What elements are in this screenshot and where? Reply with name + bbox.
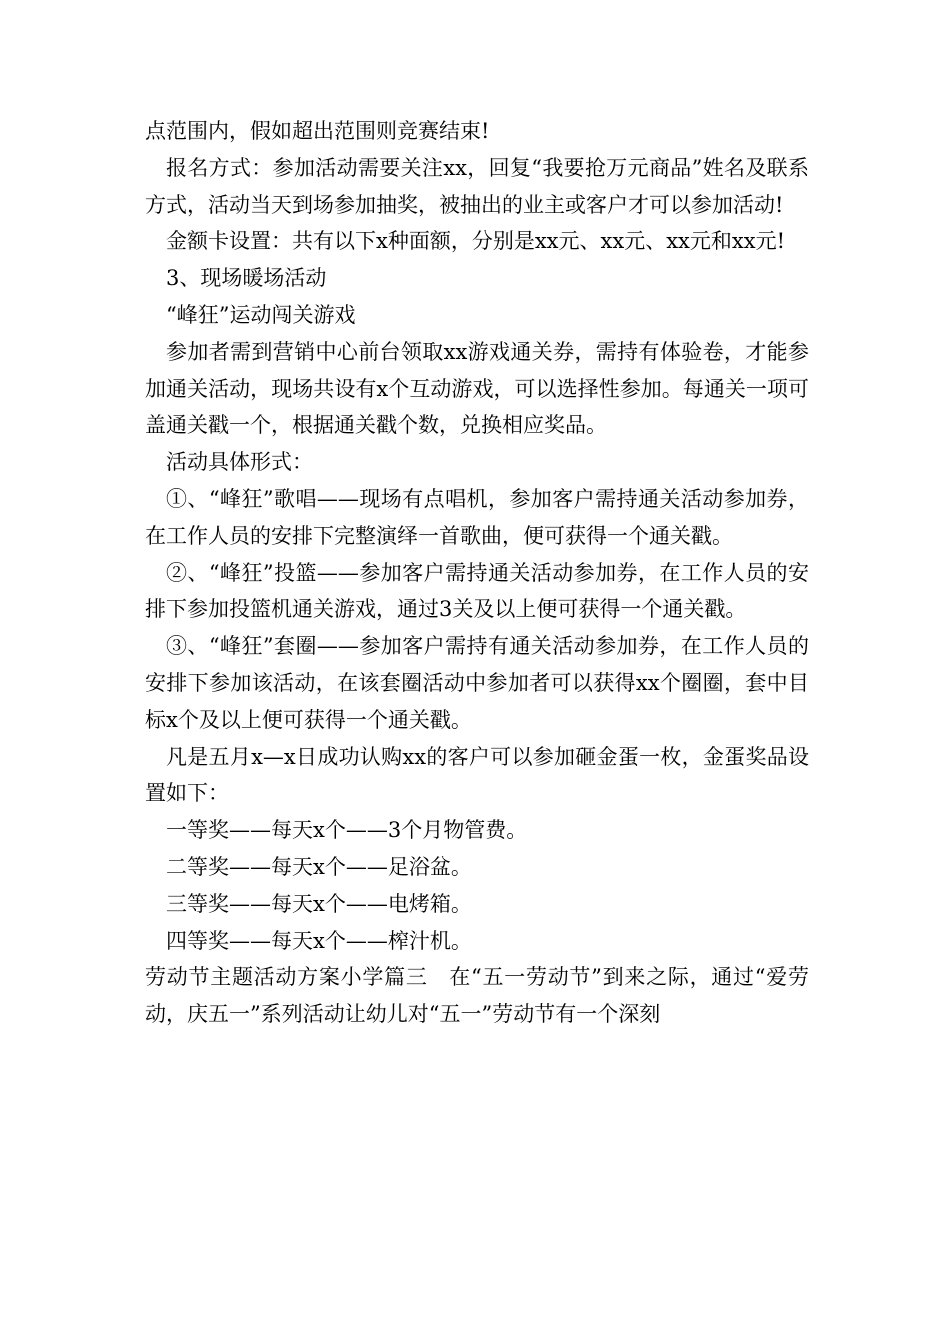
prize-third: 三等奖——每天x个——电烤箱。 <box>166 891 472 916</box>
document-body <box>145 113 809 1033</box>
list-item-ring-toss: ③、“峰狂”套圈——参加客户需持有通关活动参加券，在工作人员的安排下参加该活动，在该套圈活动中参加者可以获得xx个圈圈，套中目标x个及以上便可获得一个通关戳。 <box>145 634 809 732</box>
list-item-singing: ①、“峰狂”歌唱——现场有点唱机，参加客户需持通关活动参加券，在工作人员的安排下完整演绎一首歌曲，便可获得一个通关戳。 <box>145 486 809 548</box>
prize-fourth: 四等奖——每天x个——榨汁机。 <box>166 928 472 953</box>
paragraph-card-settings: 金额卡设置：共有以下x种面额，分别是xx元、xx元、xx元和xx元! <box>166 229 786 254</box>
prize-second: 二等奖——每天x个——足浴盆。 <box>166 854 472 879</box>
list-item-basketball: ②、“峰狂”投篮——参加客户需持通关活动参加券，在工作人员的安排下参加投篮机通关游戏，通过3关及以上便可获得一个通关戳。 <box>145 560 809 622</box>
paragraph-1: 点范围内，假如超出范围则竞赛结束! <box>145 119 490 143</box>
paragraph-golden-egg: 凡是五月x—x日成功认购xx的客户可以参加砸金蛋一枚，金蛋奖品设置如下： <box>145 744 809 806</box>
section-heading-warmup: 3、现场暖场活动 <box>166 266 327 291</box>
paragraph-forms-label: 活动具体形式： <box>166 450 313 475</box>
paragraph-game-rules: 参加者需到营销中心前台领取xx游戏通关券，需持有体验卷，才能参加通关活动，现场共设有x个互动游戏，可以选择性参加。每通关一项可盖通关戳一个，根据通关戳个数，兑换相应奖品。 <box>145 339 809 438</box>
paragraph-registration: 报名方式：参加活动需要关注xx，回复“我要抢万元商品”姓名及联系方式，活动当天到场参加抽奖，被抽出的业主或客户才可以参加活动! <box>145 155 809 217</box>
subheading-game: “峰狂”运动闯关游戏 <box>166 302 356 327</box>
paragraph-section-three: 劳动节主题活动方案小学篇三 在“五一劳动节”到来之际，通过“爱劳动，庆五一”系列活动让幼儿对“五一”劳动节有一个深刻 <box>145 965 809 1027</box>
prize-first: 一等奖——每天x个——3个月物管费。 <box>166 818 528 843</box>
